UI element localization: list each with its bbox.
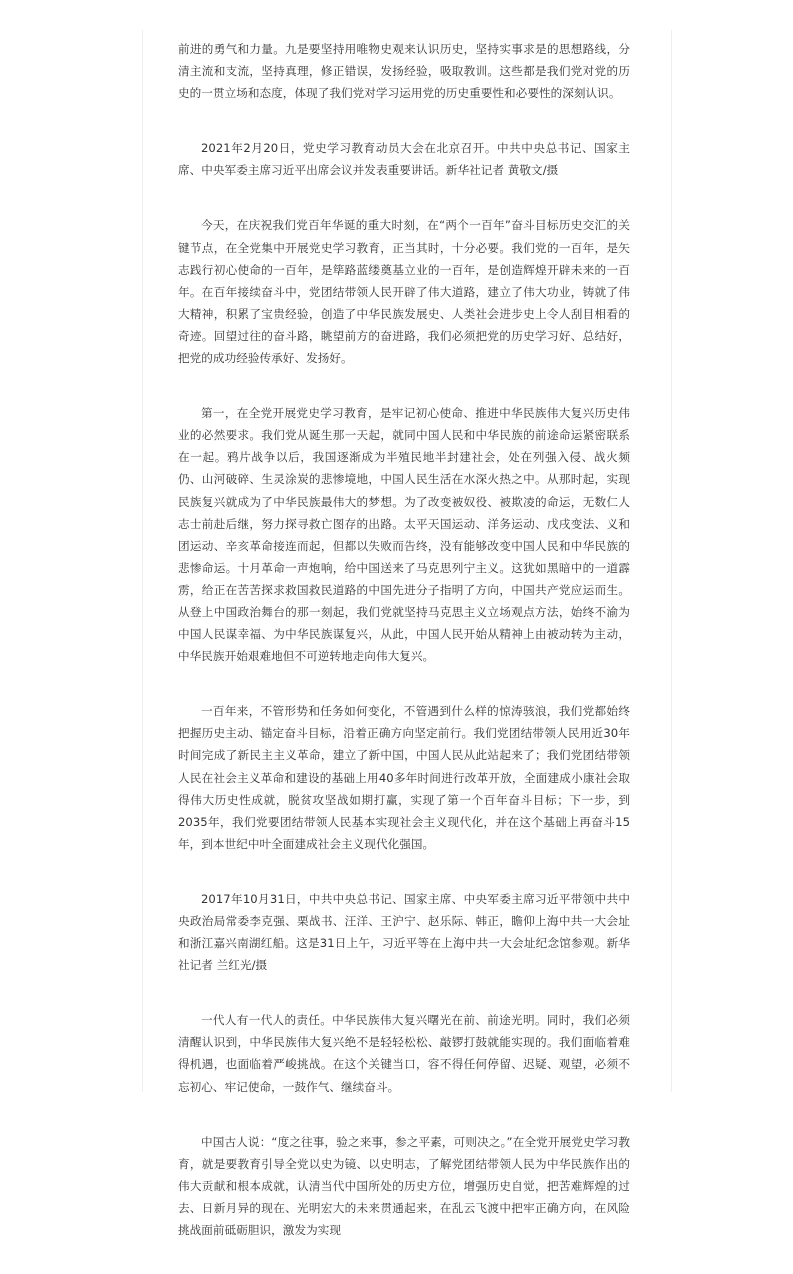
photo-caption-first-congress-site: 2017年10月31日，中共中央总书记、国家主席、中央军委主席习近平带领中共中央政治局常委李克强、栗战书、汪洋、王沪宁、赵乐际、韩正，瞻仰上海中共一大会址和浙江嘉兴南湖红船。这是31日上午，习近平等在上海中共一大会址纪念馆参观。新华社记者 兰红光/摄 — [178, 891, 630, 973]
page-border-right — [671, 30, 672, 1092]
paragraph-centenary: 今天，在庆祝我们党百年华诞的重大时刻，在“两个一百年”奋斗目标历史交汇的关键节点，在全党集中开展党史学习教育，正当其时，十分必要。我们党的一百年，是矢志践行初心使命的一百年，是筚路蓝缕奠基立业的一百年，是创造辉煌开辟未来的一百年。在百年接续奋斗中，党团结带领人民开辟了伟大道路，建立了伟大功业，铸就了伟大精神，积累了宝贵经验，创造了中华民族发展史、人类社会进步史上令人刮目相看的奇迹。回望过往的奋斗路，眺望前方的奋进路，我们必须把党的历史学习好、总结好，把党的成功经验传承好、发扬好。 — [178, 218, 630, 366]
article-body — [178, 38, 630, 1274]
paragraph-historical-materialism: 前进的勇气和力量。九是要坚持用唯物史观来认识历史，坚持实事求是的思想路线，分清主流和支流，坚持真理，修正错误，发扬经验，吸取教训。这些都是我们党对党的历史的一贯立场和态度，体现了我们党对学习运用党的历史重要性和必要性的深刻认识。 — [178, 42, 630, 101]
paragraph-hundred-years: 一百年来，不管形势和任务如何变化，不管遇到什么样的惊涛骇浪，我们党都始终把握历史主动、锚定奋斗目标，沿着正确方向坚定前行。我们党团结带领人民用近30年时间完成了新民主主义革命，建立了新中国，中国人民从此站起来了；我们党团结带领人民在社会主义革命和建设的基础上用40多年时间进行改革开放，全面建成小康社会取得伟大历史性成就，脱贫攻坚战如期打赢，实现了第一个百年奋斗目标；下一步，到2035年，我们党要团结带领人民基本实现社会主义现代化，并在这个基础上再奋斗15年，到本世纪中叶全面建成社会主义现代化强国。 — [178, 704, 630, 851]
paragraph-ancient-saying: 中国古人说：“度之往事，验之来事，参之平素，可则决之。”在全党开展党史学习教育，就是要教育引导全党以史为镜、以史明志，了解党团结带领人民为中华民族作出的伟大贡献和根本成就，认清当代中国所处的历史方位，增强历史自觉，把苦难辉煌的过去、日新月异的现在、光明宏大的未来贯通起来，在乱云飞渡中把牢正确方向，在风险挑战面前砥砺胆识，激发为实现 — [178, 1134, 630, 1238]
photo-caption-mobilization-meeting: 2021年2月20日，党史学习教育动员大会在北京召开。中共中央总书记、国家主席、中央军委主席习近平出席会议并发表重要讲话。新华社记者 黄敬文/摄 — [178, 141, 630, 178]
paragraph-generation-responsibility: 一代人有一代人的责任。中华民族伟大复兴曙光在前、前途光明。同时，我们必须清醒认识到，中华民族伟大复兴绝不是轻轻松松、敲锣打鼓就能实现的。我们面临着难得机遇，也面临着严峻挑战。在这个关键当口，容不得任何停留、迟疑、观望，必须不忘初心、牢记使命，一鼓作气、继续奋斗。 — [178, 1013, 630, 1094]
page-border-left — [142, 30, 143, 1092]
paragraph-first-point: 第一，在全党开展党史学习教育，是牢记初心使命、推进中华民族伟大复兴历史伟业的必然要求。我们党从诞生那一天起，就同中国人民和中华民族的前途命运紧密联系在一起。鸦片战争以后，我国逐渐成为半殖民地半封建社会，处在列强入侵、战火频仍、山河破碎、生灵涂炭的悲惨境地，中国人民生活在水深火热之中。从那时起，实现民族复兴就成为了中华民族最伟大的梦想。为了改变被奴役、被欺凌的命运，无数仁人志士前赴后继，努力探寻救亡图存的出路。太平天国运动、洋务运动、戊戌变法、义和团运动、辛亥革命接连而起，但都以失败而告终，没有能够改变中国人民和中华民族的悲惨命运。十月革命一声炮响，给中国送来了马克思列宁主义。这犹如黑暗中的一道霹雳，给正在苦苦探求救国救民道路的中国先进分子指明了方向，中国共产党应运而生。从登上中国政治舞台的那一刻起，我们党就坚持马克思主义立场观点方法，始终不渝为中国人民谋幸福、为中华民族谋复兴，从此，中国人民开始从精神上由被动转为主动，中华民族开始艰难地但不可逆转地走向伟大复兴。 — [178, 406, 630, 664]
